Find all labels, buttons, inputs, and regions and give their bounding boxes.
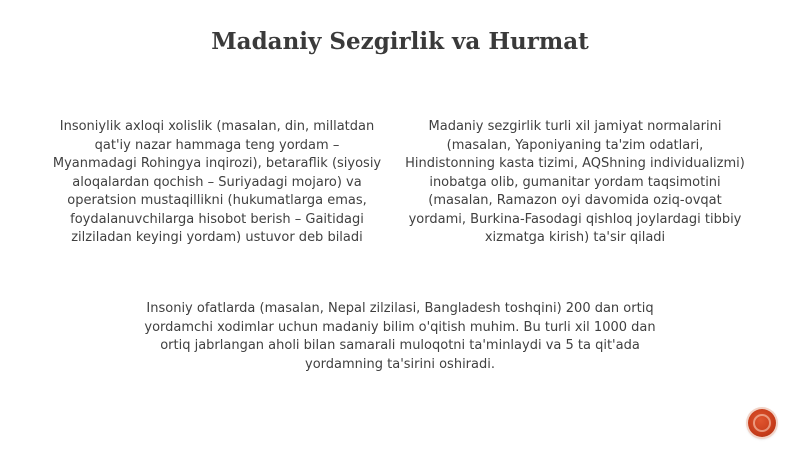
slide-title: Madaniy Sezgirlik va Hurmat: [211, 28, 589, 55]
left-text-block: Insoniylik axloqi xolislik (masalan, din, millatdan qat'iy nazar hammaga teng yordam – Myanmadagi Rohingya inqirozi), betaraflik (siyosiy aloqalardan qochish – Suriyadagi mojaro) va operatsion mustaqillikni (hukumatlarga emas, foydalanuvchilarga hisobot berish – Gaitidagi zilziladan keyingi yordam) ustuvor deb biladi: [52, 119, 382, 245]
circle-nav-icon[interactable]: [748, 409, 776, 437]
bottom-text-block: Insoniy ofatlarda (masalan, Nepal zilzilasi, Bangladesh toshqini) 200 dan ortiq yordamchi xodimlar uchun madaniy bilim o'qitish muhim. Bu turli xil 1000 dan ortiq jabrlangan aholi bilan samarali muloqotni ta'minlaydi va 5 ta qit'ada yordamning ta'sirini oshiradi.: [144, 301, 656, 372]
right-text-block: Madaniy sezgirlik turli xil jamiyat normalarini (masalan, Yaponiyaning ta'zim odatlari, Hindistonning kasta tizimi, AQShning individualizmi) inobatga olib, gumanitar yordam taqsimotini (masalan, Ramazon oyi davomida oziq-ovqat yordami, Burkina-Fasodagi qishloq joylardagi tibbiy xizmatga kirish) ta'sir qiladi: [405, 119, 745, 245]
